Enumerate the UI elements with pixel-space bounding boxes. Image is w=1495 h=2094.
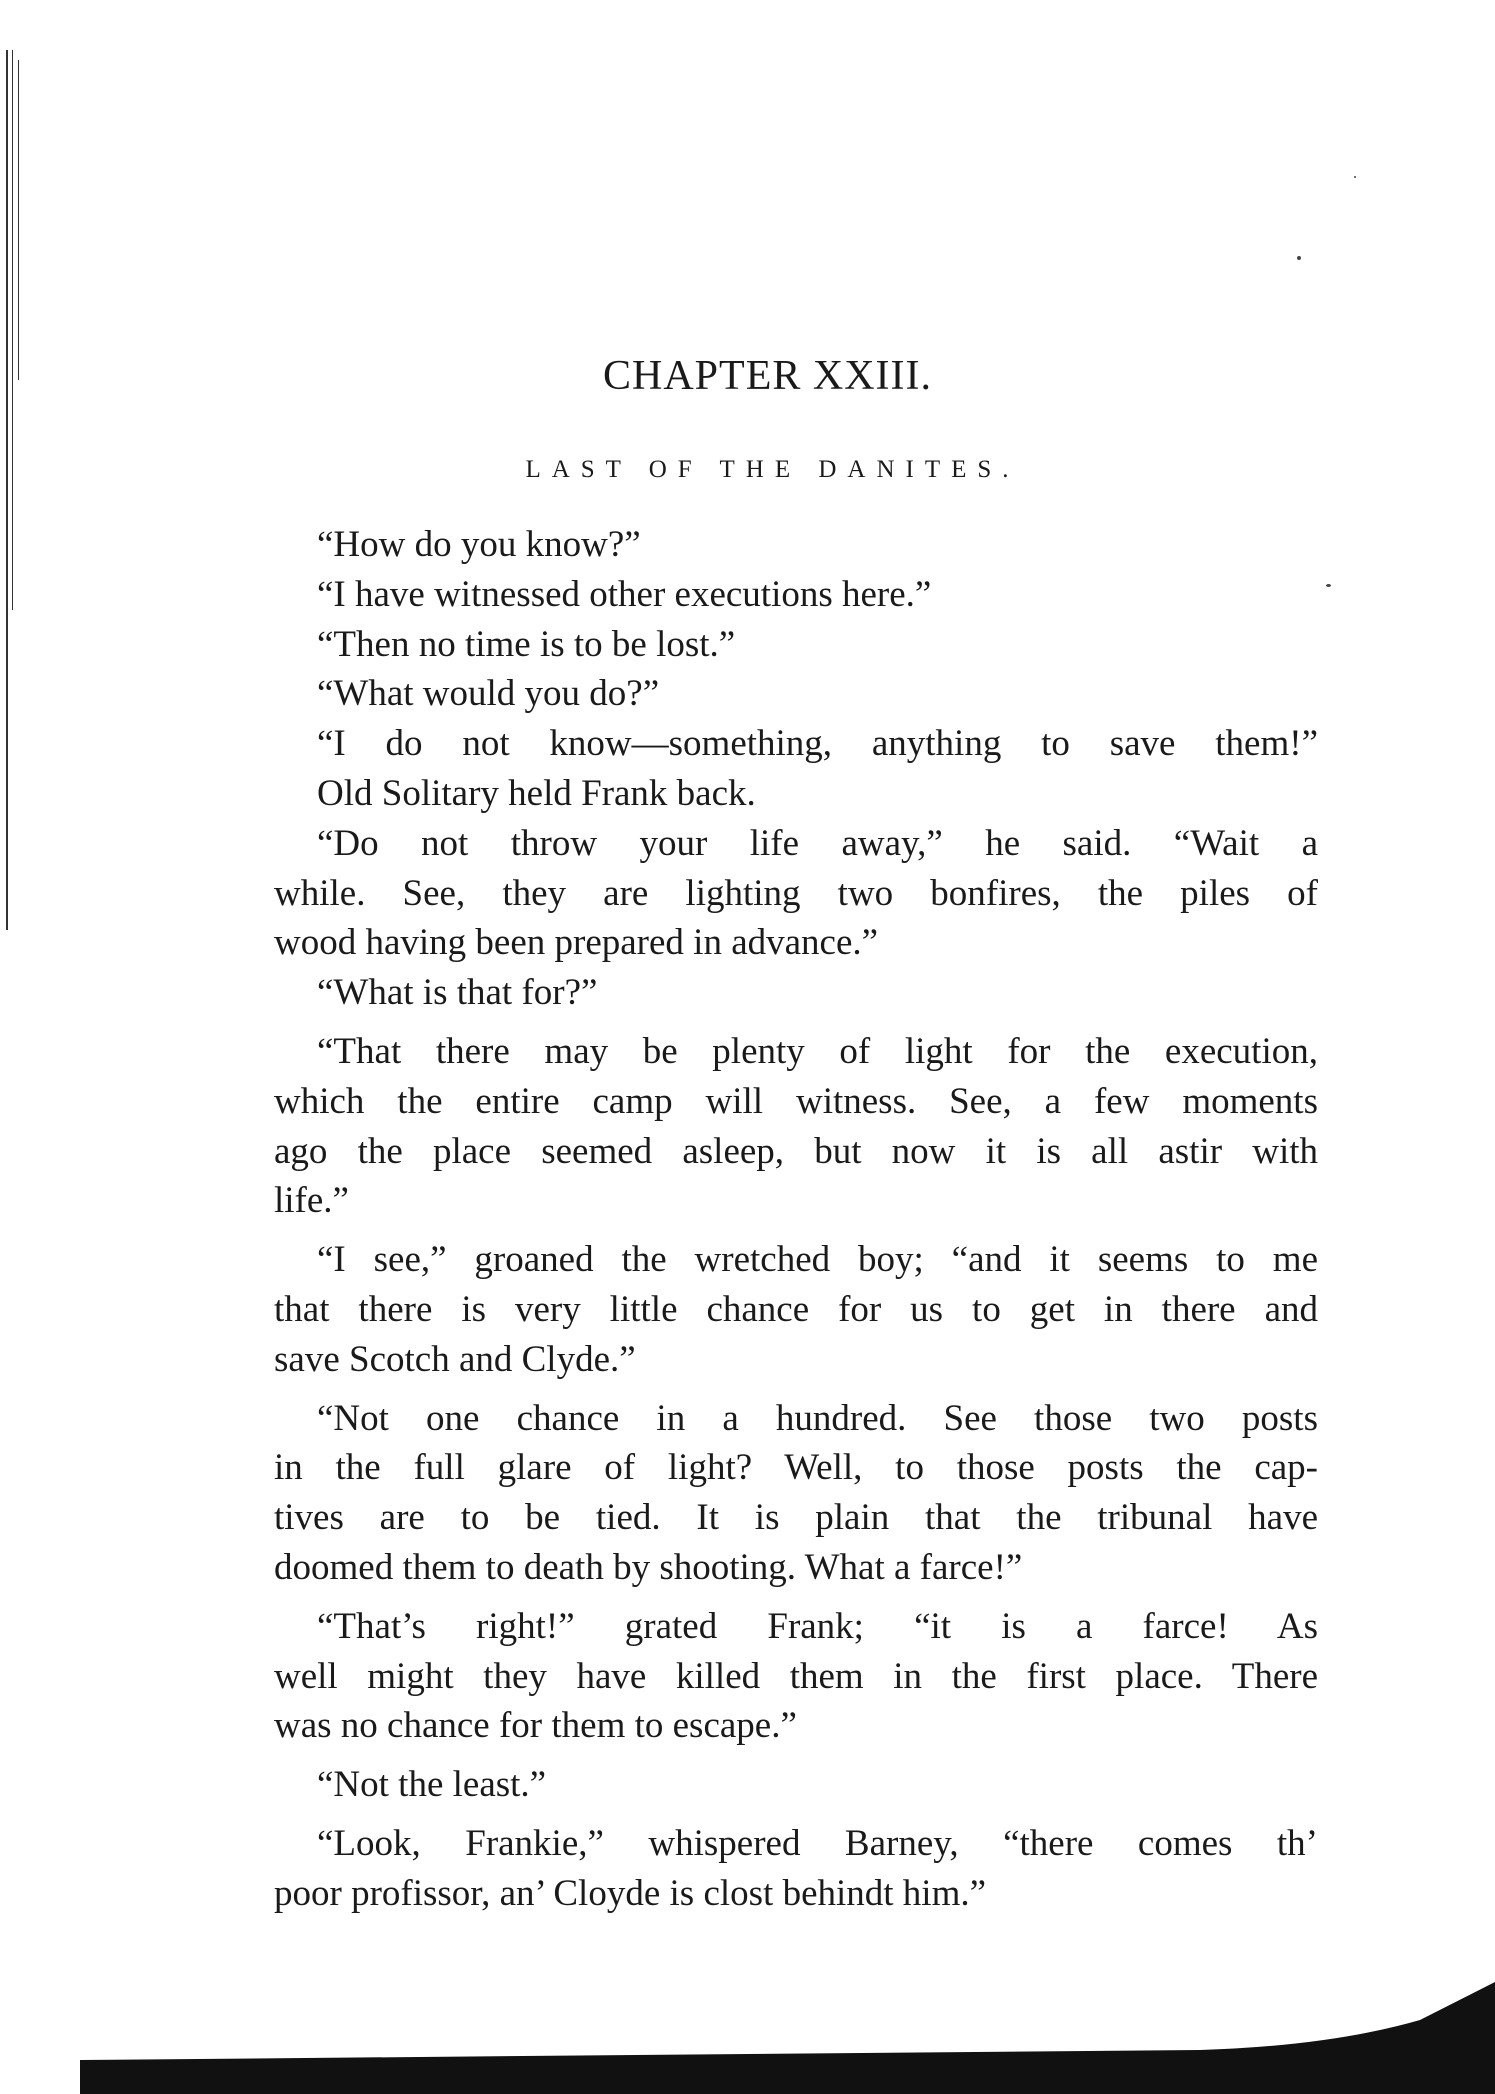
text-line: “I do not know—something, anything to save them!”	[317, 723, 1318, 765]
text-line: “What would you do?”	[317, 673, 660, 715]
text-line: “What is that for?”	[317, 972, 598, 1014]
print-speck	[1326, 584, 1331, 587]
text-line: ago the place seemed asleep, but now it is all astir with	[274, 1130, 1318, 1172]
chapter-subtitle: LAST OF THE DANITES.	[525, 456, 1020, 483]
text-line: doomed them to death by shooting. What a farce!”	[274, 1546, 1023, 1588]
text-line: while. See, they are lighting two bonfires, the piles of	[274, 872, 1318, 914]
bottom-edge-shadow	[0, 1950, 1495, 2094]
text-line: wood having been prepared in advance.”	[274, 922, 879, 964]
text-line: Old Solitary held Frank back.	[317, 772, 756, 814]
text-line: “Do not throw your life away,” he said. “Wait a	[317, 822, 1318, 864]
text-line: poor profissor, an’ Cloyde is clost behindt him.”	[274, 1872, 987, 1914]
page-gutter-lines	[6, 50, 36, 930]
text-line: “I see,” groaned the wretched boy; “and it seems to me	[317, 1239, 1318, 1281]
text-line: “Not the least.”	[317, 1764, 547, 1806]
text-line: which the entire camp will witness. See, a few moments	[274, 1080, 1318, 1122]
text-line: “That’s right!” grated Frank; “it is a farce! As	[317, 1605, 1318, 1647]
text-line: life.”	[274, 1180, 349, 1222]
text-line: that there is very little chance for us to get in there and	[274, 1288, 1318, 1330]
chapter-title: CHAPTER XXIII.	[603, 353, 932, 399]
text-line: “How do you know?”	[317, 524, 641, 565]
text-line: was no chance for them to escape.”	[274, 1705, 797, 1747]
text-line: tives are to be tied. It is plain that the tribunal have	[274, 1497, 1318, 1539]
text-line: well might they have killed them in the first place. There	[274, 1655, 1318, 1697]
print-speck	[1354, 176, 1356, 178]
chapter-body-text	[274, 520, 1318, 1919]
text-line: “Look, Frankie,” whispered Barney, “there comes th’	[317, 1822, 1318, 1864]
text-line: “Not one chance in a hundred. See those two posts	[317, 1397, 1318, 1439]
text-line: “I have witnessed other executions here.”	[317, 573, 932, 615]
text-line: “That there may be plenty of light for the execution,	[317, 1030, 1318, 1072]
print-speck	[1297, 256, 1301, 260]
text-line: save Scotch and Clyde.”	[274, 1338, 636, 1380]
text-line: “Then no time is to be lost.”	[317, 623, 736, 665]
text-line: in the full glare of light? Well, to those posts the cap-	[274, 1447, 1318, 1489]
